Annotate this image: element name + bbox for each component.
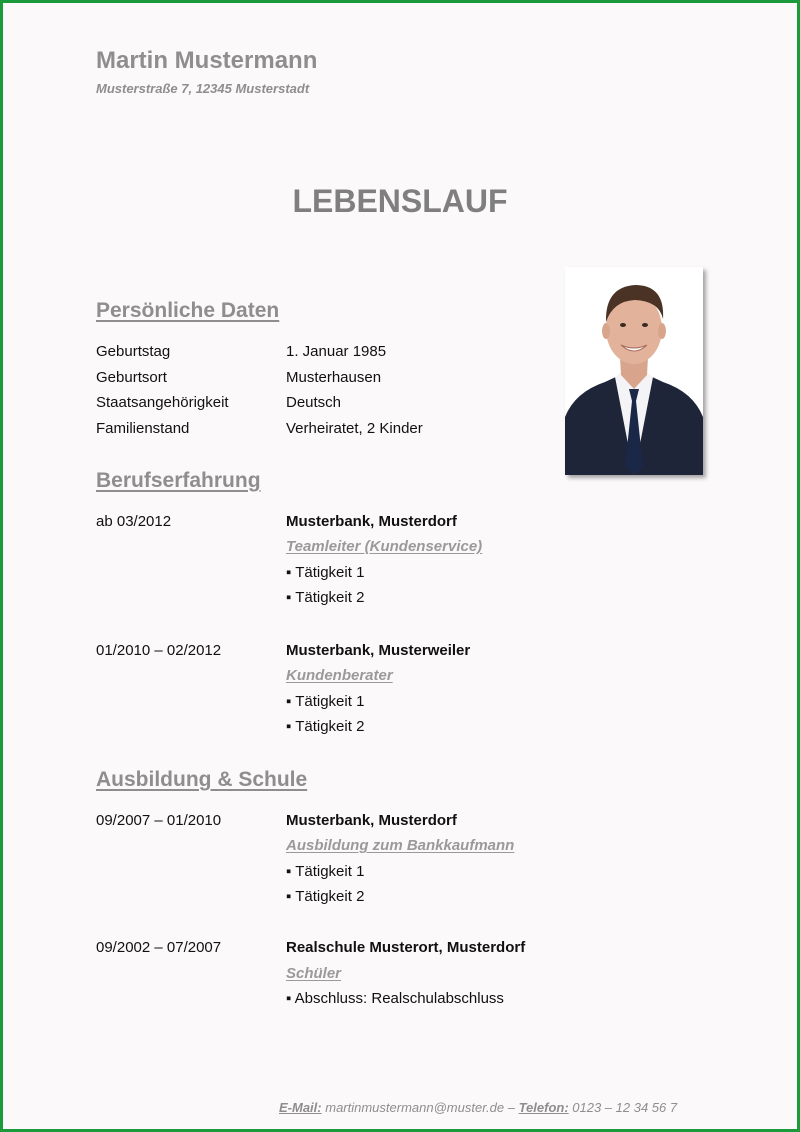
portrait-image	[565, 267, 703, 475]
career-employer: Musterbank, Musterweiler	[286, 642, 471, 659]
section-heading-education: Ausbildung & Schule	[96, 768, 308, 791]
career-task: ▪ Tätigkeit 2	[286, 589, 365, 606]
education-role: Schüler	[286, 965, 342, 982]
applicant-photo	[565, 267, 703, 475]
document-title: LEBENSLAUF	[292, 183, 508, 219]
education-role: Ausbildung zum Bankkaufmann	[286, 837, 515, 854]
education-task: ▪ Abschluss: Realschulabschluss	[286, 990, 504, 1007]
personal-value: Verheiratet, 2 Kinder	[286, 420, 423, 437]
career-task: ▪ Tätigkeit 1	[286, 693, 365, 710]
section-heading-personal: Persönliche Daten	[96, 299, 280, 322]
education-task: ▪ Tätigkeit 1	[286, 863, 365, 880]
personal-value: 1. Januar 1985	[286, 343, 387, 360]
education-period: 09/2007 – 01/2010	[96, 812, 222, 829]
email-address[interactable]: martinmustermann@muster.de –	[321, 1100, 519, 1115]
education-task: ▪ Tätigkeit 2	[286, 888, 365, 905]
career-period: ab 03/2012	[96, 513, 172, 530]
personal-value: Musterhausen	[286, 369, 382, 386]
phone-label: Telefon:	[518, 1100, 569, 1115]
applicant-address: Musterstraße 7, 12345 Musterstadt	[96, 81, 310, 96]
personal-label: Geburtstag	[96, 343, 171, 360]
education-institution: Realschule Musterort, Musterdorf	[286, 939, 526, 956]
career-task: ▪ Tätigkeit 1	[286, 564, 365, 581]
email-label: E-Mail:	[279, 1100, 322, 1115]
education-institution: Musterbank, Musterdorf	[286, 812, 457, 829]
applicant-name: Martin Mustermann	[96, 47, 318, 74]
personal-value: Deutsch	[286, 394, 342, 411]
contact-footer	[279, 1100, 677, 1115]
phone-number[interactable]: 0123 – 12 34 56 7	[568, 1100, 678, 1115]
education-period: 09/2002 – 07/2007	[96, 939, 222, 956]
personal-label: Familienstand	[96, 420, 190, 437]
career-employer: Musterbank, Musterdorf	[286, 513, 457, 530]
career-role: Teamleiter (Kundenservice)	[286, 538, 483, 555]
career-task: ▪ Tätigkeit 2	[286, 718, 365, 735]
section-heading-career: Berufserfahrung	[96, 469, 261, 492]
career-role: Kundenberater	[286, 667, 393, 684]
personal-label: Geburtsort	[96, 369, 167, 386]
career-period: 01/2010 – 02/2012	[96, 642, 222, 659]
personal-label: Staatsangehörigkeit	[96, 394, 229, 411]
